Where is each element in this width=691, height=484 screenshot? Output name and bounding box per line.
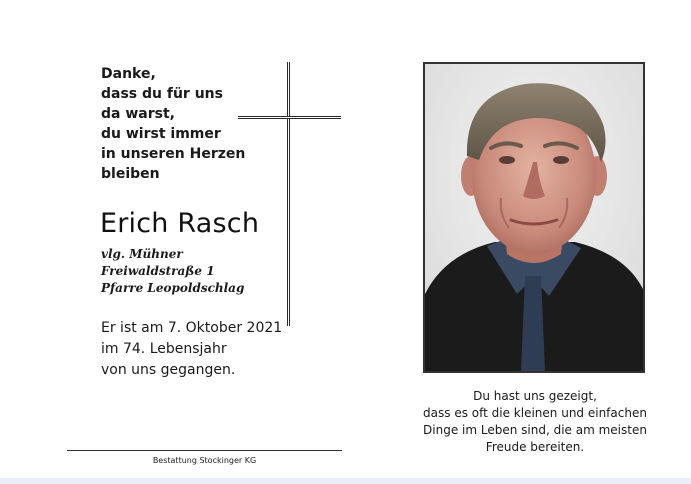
portrait-illustration [425,64,643,371]
address: Freiwaldstraße 1 [101,264,215,278]
footer-divider [67,450,342,451]
quote-line: Danke, [101,66,156,82]
verse-line: Freude bereiten. [485,440,585,454]
page-edge [0,478,691,484]
quote-line: in unseren Herzen [101,146,246,162]
cross-icon-bar [238,116,341,119]
verse-line: Dinge im Leben sind, die am meisten [423,423,647,437]
portrait-photo [423,62,645,373]
quote-line: dass du für uns [101,86,223,102]
farewell-quote [101,64,245,184]
quote-line: da warst, [101,106,175,122]
parish: Pfarre Leopoldschlag [101,281,245,295]
deceased-details [101,246,244,297]
deceased-name: Erich Rasch [100,208,260,239]
undertaker-name: Bestattung Stockinger KG [152,456,257,465]
quote-line: du wirst immer [101,126,221,142]
passed-line: von uns gegangen. [101,362,236,378]
closing-verse [376,388,691,456]
cross-icon [287,62,290,326]
death-notice [101,318,282,381]
verse-line: Du hast uns gezeigt, [473,389,597,403]
verse-line: dass es oft die kleinen und einfachen [423,406,647,420]
quote-line: bleiben [101,166,160,182]
house-name: vlg. Mühner [101,247,183,261]
death-date-line: Er ist am 7. Oktober 2021 [101,320,283,336]
age-line: im 74. Lebensjahr [101,341,227,357]
